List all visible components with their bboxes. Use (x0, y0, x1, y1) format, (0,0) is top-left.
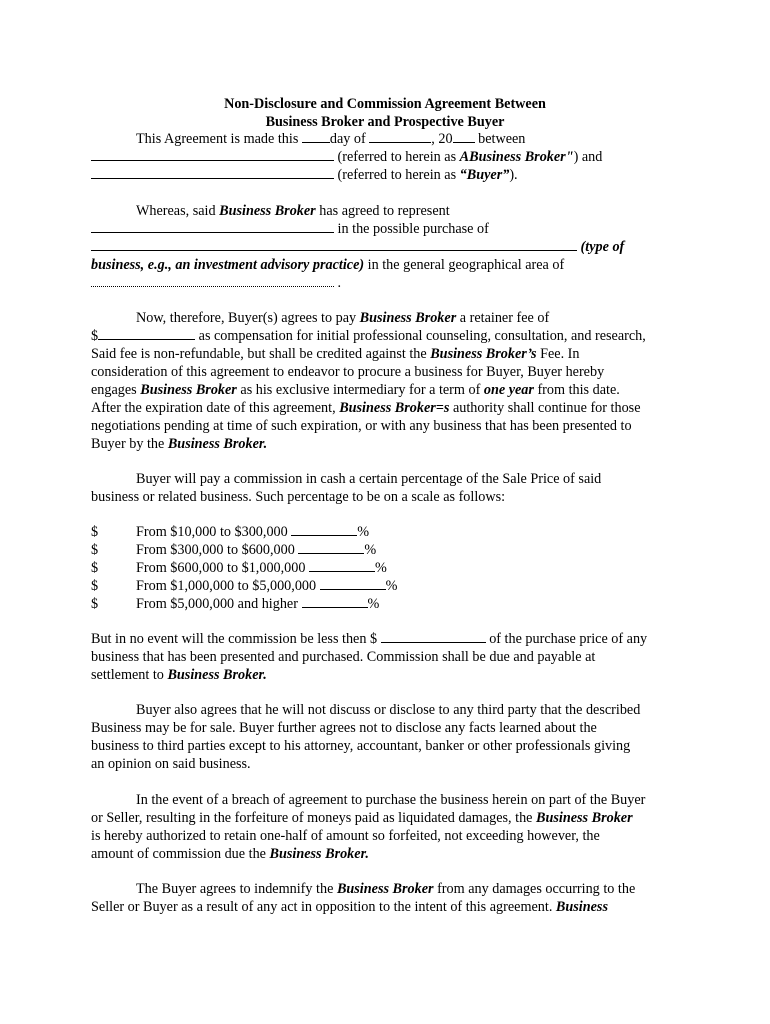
year-blank[interactable] (453, 130, 475, 143)
schedule-row (136, 595, 379, 613)
schedule-row (136, 541, 376, 559)
intro-dayof-text: day of (329, 131, 370, 147)
retainer-text-1c: a retainer fee of (456, 310, 550, 326)
indemnify-business: Business (555, 899, 608, 915)
month-blank[interactable] (369, 130, 431, 143)
minimum-amount-blank[interactable] (381, 630, 486, 643)
whereas-text-g: in the general geographical area of (364, 257, 565, 273)
retainer-text-5e: from this date. (533, 382, 620, 398)
whereas-line-1 (136, 202, 450, 220)
schedule-percent-sign: % (357, 524, 370, 540)
whereas-broker: Business Broker (219, 203, 316, 219)
whereas-text-d: in the possible purchase of (334, 221, 489, 237)
commission-line-2: business or related business. Such percentage to be on a scale as follows: (91, 489, 506, 505)
nondisclosure-line-2: Business may be for sale. Buyer further agrees not to disclose any facts learned about the (91, 720, 597, 736)
day-blank[interactable] (302, 130, 330, 143)
whereas-line-3 (91, 238, 624, 256)
ref1-end: ) and (573, 149, 603, 165)
retainer-text-6c: authority shall continue for those (449, 400, 641, 416)
retainer-text-6a: After the expiration date of this agreement, (91, 400, 340, 416)
minimum-line-2: business that has been presented and purchased. Commission shall be due and payable at (91, 649, 596, 665)
ref2-end: ). (509, 167, 518, 183)
schedule-sign: $ (91, 542, 99, 558)
schedule-percent-blank[interactable] (320, 577, 386, 590)
retainer-line-6 (91, 399, 641, 417)
retainer-line-8 (91, 435, 267, 453)
retainer-line-7: negotiations pending at time of such expiration, or with any business that has been presented to (91, 418, 632, 434)
retainer-fee-blank[interactable] (98, 327, 195, 340)
broker-name-blank[interactable] (91, 148, 334, 161)
schedule-range: From $600,000 to $1,000,000 (136, 560, 310, 576)
area-blank[interactable] (91, 275, 334, 287)
ref2-term: “Buyer” (459, 167, 510, 183)
schedule-row (136, 559, 387, 577)
schedule-percent-sign: % (375, 560, 387, 576)
buyer-name-blank[interactable] (91, 166, 334, 179)
indemnify-line-2 (91, 898, 608, 916)
schedule-sign: $ (91, 524, 99, 540)
whereas-line-5 (91, 274, 341, 292)
intro-year-text: , 20 (431, 131, 453, 147)
schedule-range: From $10,000 to $300,000 (136, 524, 292, 540)
nondisclosure-line-4: an opinion on said business. (91, 756, 251, 772)
schedule-range: From $5,000,000 and higher (136, 596, 302, 612)
breach-line-4 (91, 845, 369, 863)
whereas-example: business, e.g., an investment advisory practice) (91, 257, 365, 273)
ref1-term: ABusiness Broker" (459, 149, 574, 165)
retainer-broker-6: Business Broker=s (339, 400, 450, 416)
whereas-text-h: . (334, 275, 342, 291)
indemnify-text-1c: from any damages occurring to the (433, 881, 636, 897)
retainer-text-2b: as compensation for initial professional counseling, consultation, and research, (195, 328, 646, 344)
breach-line-3: is hereby authorized to retain one-half of amount so forfeited, not exceeding however, the (91, 828, 600, 844)
indemnify-line-1 (136, 880, 635, 898)
represent-blank[interactable] (91, 220, 334, 233)
schedule-sign: $ (91, 560, 99, 576)
whereas-text-c: has agreed to represent (315, 203, 450, 219)
breach-line-1: In the event of a breach of agreement to purchase the business herein on part of the Buyer (136, 792, 646, 808)
retainer-broker-1: Business Broker (359, 310, 457, 326)
retainer-text-3c: Fee. In (536, 346, 580, 362)
schedule-percent-blank[interactable] (291, 523, 357, 536)
indemnify-text-2a: Seller or Buyer as a result of any act in opposition to the intent of this agreement. (91, 899, 556, 915)
indemnify-text-1a: The Buyer agrees to indemnify the (136, 881, 337, 897)
retainer-text-3a: Said fee is non-refundable, but shall be credited against the (91, 346, 431, 362)
business-type-blank[interactable] (91, 238, 577, 251)
intro-line (136, 130, 525, 148)
minimum-text-3a: settlement to (91, 667, 168, 683)
whereas-type-of: (type of (577, 239, 625, 255)
retainer-text-5c: as his exclusive intermediary for a term of (236, 382, 484, 398)
minimum-text-1b: of the purchase price of any (485, 631, 648, 647)
title-line-1: Non-Disclosure and Commission Agreement Between (224, 96, 546, 112)
retainer-text-8a: Buyer by the (91, 436, 168, 452)
schedule-percent-sign: % (385, 578, 398, 594)
retainer-line-5 (91, 381, 620, 399)
retainer-line-1 (136, 309, 549, 327)
breach-text-4a: amount of commission due the (91, 846, 270, 862)
retainer-line-4: consideration of this agreement to endeavor to procure a business for Buyer, Buyer hereby (91, 364, 605, 380)
breach-line-2 (91, 809, 633, 827)
schedule-sign: $ (91, 596, 99, 612)
schedule-percent-blank[interactable] (309, 559, 375, 572)
buyer-name-line (91, 166, 518, 184)
commission-line-1: Buyer will pay a commission in cash a certain percentage of the Sale Price of said (136, 471, 602, 487)
whereas-text-a: Whereas, said (136, 203, 220, 219)
schedule-row (136, 577, 397, 595)
nondisclosure-line-1: Buyer also agrees that he will not discuss or disclose to any third party that the described (136, 702, 641, 718)
indemnify-broker: Business Broker (336, 881, 434, 897)
broker-name-line (91, 148, 602, 166)
nondisclosure-line-3: business to third parties except to his attorney, accountant, banker or other professionals giving (91, 738, 631, 754)
title-line-2: Business Broker and Prospective Buyer (265, 114, 505, 130)
retainer-dollar: $ (91, 328, 99, 344)
schedule-percent-sign: % (364, 542, 377, 558)
retainer-line-3 (91, 345, 579, 363)
breach-broker-4: Business Broker. (269, 846, 369, 862)
breach-broker-2: Business Broker (536, 810, 633, 826)
schedule-range: From $300,000 to $600,000 (136, 542, 299, 558)
retainer-text-5a: engages (91, 382, 141, 398)
intro-made-text: This Agreement is made this (136, 131, 302, 147)
minimum-broker: Business Broker. (167, 667, 267, 683)
intro-between-text: between (474, 131, 526, 147)
retainer-text-1a: Now, therefore, Buyer(s) agrees to pay (136, 310, 360, 326)
schedule-percent-sign: % (367, 596, 380, 612)
schedule-percent-blank[interactable] (302, 595, 368, 608)
schedule-range: From $1,000,000 to $5,000,000 (136, 578, 320, 594)
breach-text-2a: or Seller, resulting in the forfeiture of moneys paid as liquidated damages, the (91, 810, 537, 826)
whereas-line-4 (91, 256, 564, 274)
retainer-term: one year (483, 382, 534, 398)
minimum-line-1 (91, 630, 647, 648)
retainer-line-2 (91, 327, 646, 345)
minimum-text-1a: But in no event will the commission be less then $ (91, 631, 381, 647)
ref2-text: (referred to herein as (334, 167, 460, 183)
retainer-broker-8: Business Broker. (167, 436, 268, 452)
schedule-row (136, 523, 369, 541)
schedule-percent-blank[interactable] (298, 541, 364, 554)
whereas-line-2 (91, 220, 489, 238)
retainer-broker-5: Business Broker (140, 382, 237, 398)
schedule-sign: $ (91, 578, 99, 594)
retainer-broker-3: Business Broker’s (430, 346, 537, 362)
ref1-text: (referred to herein as (334, 149, 460, 165)
minimum-line-3 (91, 666, 267, 684)
